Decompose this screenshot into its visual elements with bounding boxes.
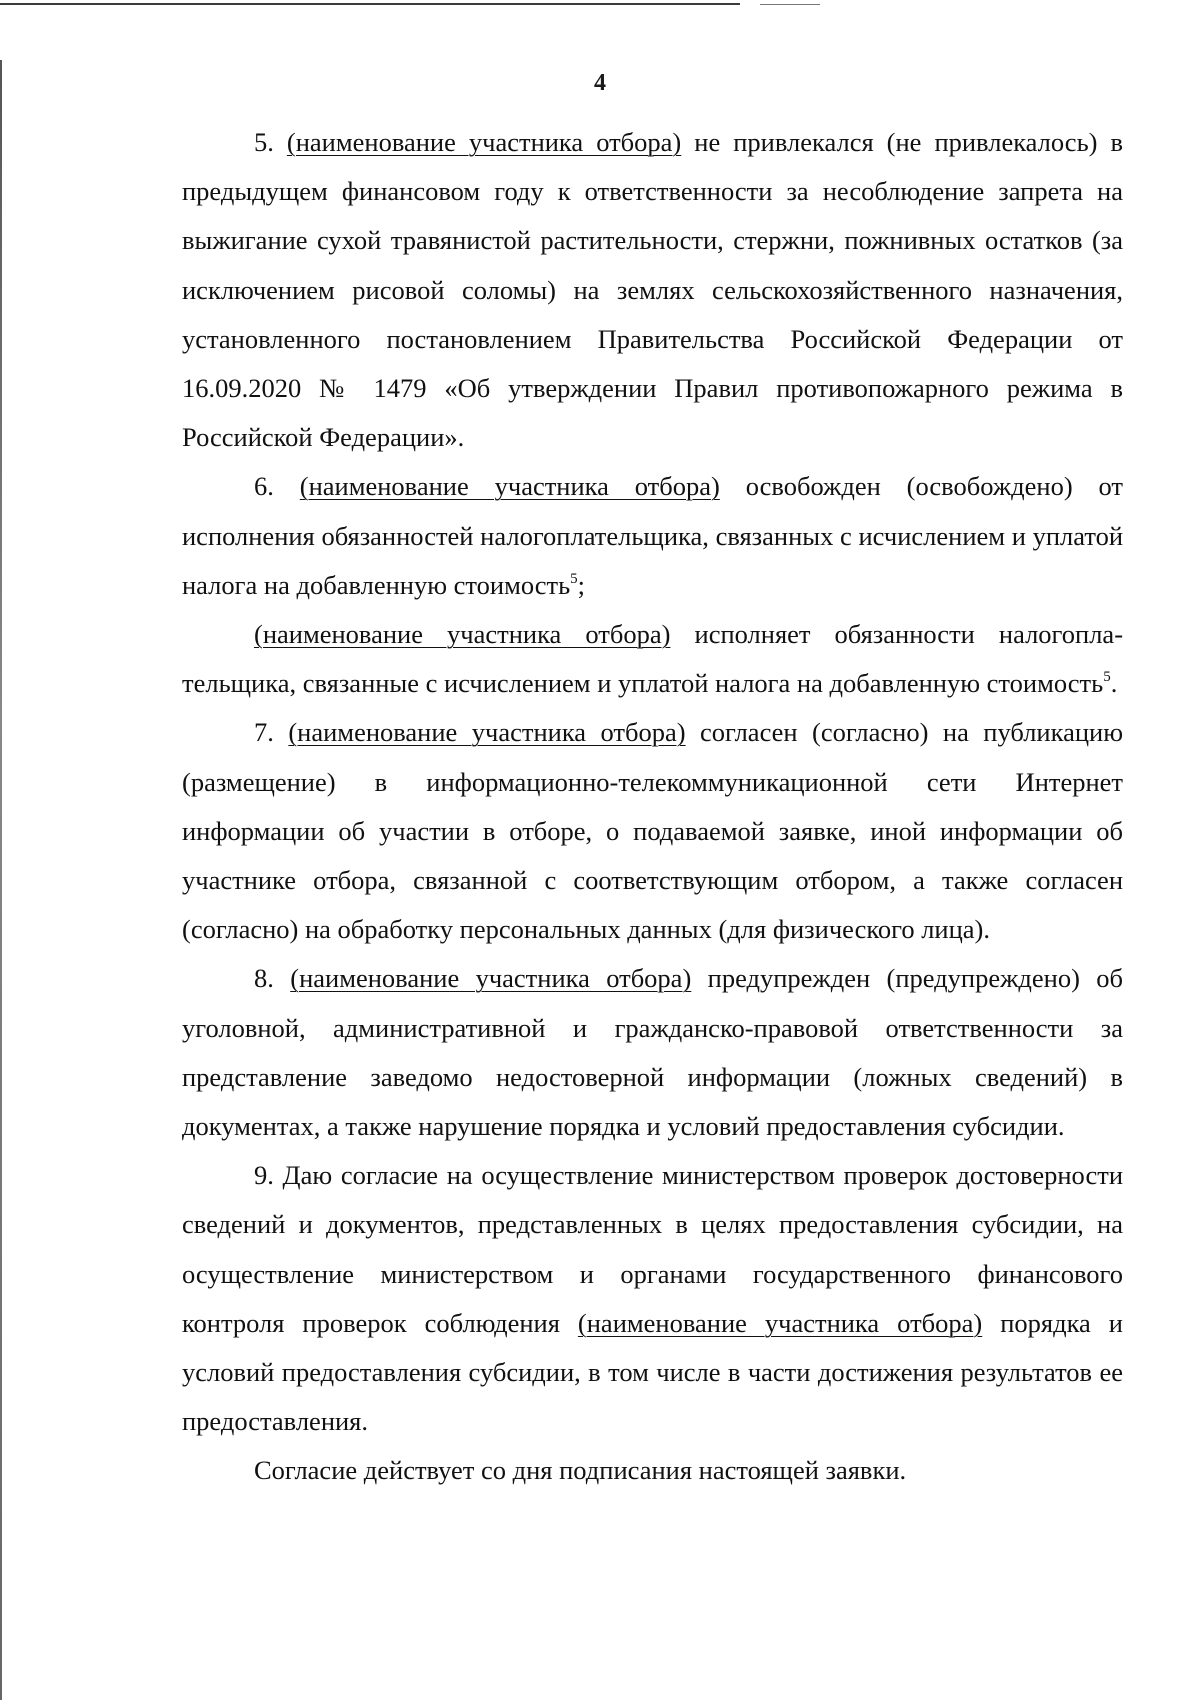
- paragraph: [182, 610, 1123, 708]
- paragraph-text: 9. Даю согласие на осуществление министерством проверок достоверности сведений и документов, представленных в целях предоставления субсидии, на осуществление министерством и органами государственного финансового контроля проверок соблюдения: [182, 1160, 1123, 1338]
- participant-name-placeholder: (наименование участника отбора): [254, 619, 671, 650]
- scan-edge-line: [0, 3, 740, 5]
- paragraph-text: не привлекался (не привлекалось) в предыдущем финансовом году к ответственности за несоблюдение запрета на выжигание сухой травянистой растительности, стержни, пожнивных остатков (за исключением рисовой соломы) на землях сельскохозяйственного назначения, установленного постановлением Правительства Российской Федерации от 16.09.2020 № 1479 «Об утверждении Правил противопожарного режима в Российской Федерации».: [182, 127, 1124, 453]
- paragraph-text: предупрежден (предупреждено) об уголовной, административной и гражданско-правовой ответственности за представление заведомо недостоверной информации (ложных сведений) в документах, а также нарушение порядка и условий предоставления субсидии.: [182, 963, 1124, 1142]
- paragraph: [182, 954, 1123, 1151]
- paragraph-text: 8.: [254, 963, 291, 994]
- paragraph: [182, 1151, 1123, 1446]
- paragraph-text: исполняет обязанности налогоплательщика, связанные с исчислением и уплатой налога на добавленную стоимость: [182, 619, 1124, 699]
- paragraph-text: ;: [577, 569, 586, 600]
- paragraph: [182, 462, 1123, 610]
- paragraph: [182, 708, 1123, 954]
- page-number: 4: [594, 70, 606, 96]
- paragraph-text: 5.: [254, 127, 287, 157]
- paragraph-text: Согласие действует со дня подписания настоящей заявки.: [254, 1455, 907, 1486]
- paragraph: [182, 1446, 1123, 1495]
- paragraph-text: согласен (согласно) на публикацию (размещение) в информационно-телекоммуникационной сети Интернет информации об участии в отборе, о подаваемой заявке, иной информации об участнике отбора, связанной с соответствующим отбором, а также согласен (согласно) на обработку персональных данных (для физического лица).: [182, 717, 1124, 945]
- paragraph-text: 6.: [254, 471, 300, 502]
- scan-left-shadow: [0, 60, 2, 1700]
- scan-edge-line: [760, 4, 820, 5]
- participant-name-placeholder: (наименование участника отбора): [290, 963, 692, 994]
- footnote-ref: 5: [1103, 669, 1111, 686]
- paragraph-text: .: [1110, 668, 1118, 699]
- footnote-ref: 5: [570, 570, 578, 587]
- participant-name-placeholder: (наименование участника отбора): [577, 1307, 983, 1338]
- participant-name-placeholder: (наименование участника отбора): [299, 471, 720, 502]
- paragraph-text: освобожден (освобождено) от исполнения обязанностей налогоплательщика, связанных с исчислением и уплатой налога на добавленную стоимость: [182, 471, 1124, 600]
- document-body: [182, 118, 1123, 1496]
- participant-name-placeholder: (наименование участника отбора): [288, 717, 686, 748]
- paragraph-text: порядка и условий предоставления субсидии, в том числе в части достижения результатов ее предоставления.: [182, 1307, 1123, 1437]
- paragraph: [182, 118, 1123, 462]
- paragraph-text: 7.: [254, 717, 289, 748]
- participant-name-placeholder: (наименование участника отбора): [286, 127, 682, 157]
